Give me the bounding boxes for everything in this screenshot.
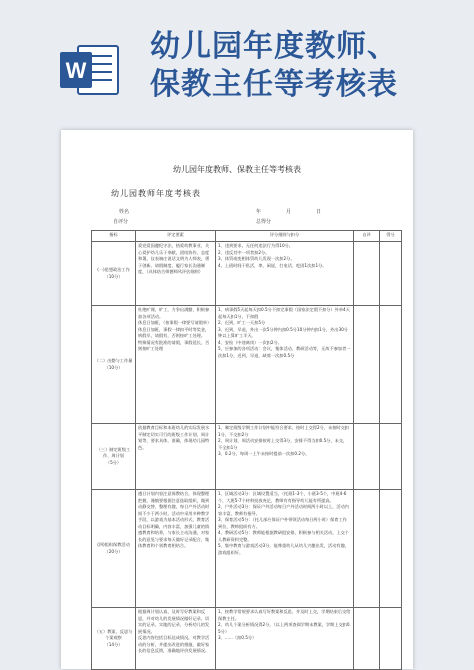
elements-cell-line: 爱党爱国遵纪守法，热爱幼教事业，关心爱护幼儿乐于奉献，团结协作，态度和蔼，仪表端庄说话文明为人师表，勇于创新。请假制度，履行家长沟通制度，（具体结合师德师风评估细则） (138, 243, 210, 274)
document-title: 幼儿园年度教师、保教主任等考核表 (173, 165, 301, 174)
criteria-cell-line: 2、周计划，周活动安排按时上交得3分，安排不得当扣0.5分，未交，不全扣1分 (218, 438, 348, 450)
indicator-cell-line: （五）教案、反思与个案观察 (94, 628, 133, 641)
indicator-cell-line: (四)组织保教活动 (97, 542, 130, 547)
criteria-cell-line: 3、0.2分，每周一上午未按时提前一次扣0.2分。 (218, 451, 310, 456)
criteria-cell-line: 3、......（扣0.5分） (218, 635, 257, 640)
criteria-cell-line: 2、户外活动3分：保证户外活动每日户外活动时间两小时以上，活动内容丰富，教师有指导。 (218, 504, 349, 516)
elements-cell (136, 608, 216, 670)
criteria-cell-line: 2、幼儿个案分析情况得2分，（以上两项查阅学期末教案，学期上交扣0.5分） (218, 622, 351, 634)
criteria-cell-line: 5、集中教育与游戏活动3分，能尊重幼儿从幼儿兴趣出发，活动有趣，游戏组织好。 (218, 543, 349, 555)
header-indicator: 指标 (92, 231, 136, 242)
criteria-cell-line: 1、按教学常规要求认真写好教案和反思，并及时上交，学期结束后交给保教主任。 (218, 609, 351, 621)
self-score-cell[interactable] (354, 608, 380, 670)
table-row (92, 490, 402, 608)
assessment-table (91, 230, 402, 670)
criteria-cell-line: 1、违到要求，无任何违法行为得10分。 (218, 243, 293, 248)
criteria-cell-line: 4、上班时间干私活，串，闲说，打电话、吃固1次扣1分。 (218, 262, 327, 268)
elements-cell-line: 特殊情况有批准的请假，事假延长，否则按旷工处理 (138, 339, 210, 351)
elements-cell-line: 休息日加班，（按事假一律要写请假单）休息日加班，事假一律扣平时等奖金，病假早，请假有，否则按旷工处理。 (138, 320, 212, 338)
banner (0, 0, 474, 125)
month-label: 月 (286, 209, 292, 215)
criteria-cell (216, 490, 354, 608)
score-cell[interactable] (380, 306, 402, 424)
score-cell[interactable] (380, 242, 402, 306)
indicator-cell-line: （5分） (105, 459, 122, 465)
self-score-cell[interactable] (354, 306, 380, 424)
indicator-cell-line: （10分） (104, 273, 123, 279)
criteria-cell (216, 306, 354, 424)
score-cell[interactable] (380, 490, 402, 608)
table-row (92, 608, 402, 670)
elements-cell-line: 反思内容包括目标达成情况，对教学活动的分析，并提出改进的措施，做好家长的信息反馈，准确地评价发展情况。 (138, 635, 210, 653)
elements-cell-line: 遵日计划内容注意保教结合，体现整理把握，谨慎要根据注意选取组织，做到动静交替，整理有趣，每日户外活动时间不少于两小时，活动中采用多种教学手段，以游戏为基本活动形式，教育活动目标明确，内容丰富，加强儿童的情感教育和培养，与家长主动沟通，对家长的意见与要求每天做好记录配合，集体教育和个别教育相结合。 (138, 491, 210, 548)
elements-cell (136, 424, 216, 490)
header-criteria: 评分细则与扣分 (216, 231, 354, 242)
criteria-cell (216, 424, 354, 490)
header-elements: 评定要素 (136, 231, 216, 242)
table-row (92, 242, 402, 306)
criteria-cell-line: 5、应参加的各项活动：会议，集体活动，教研活动等，无故不参加者一次扣1分，迟到，早退，缺席一次扣0.5分 (218, 346, 351, 358)
indicator-cell (92, 424, 136, 490)
criteria-cell-line: 4、安检（中途离岗）一次扣2分。 (218, 339, 282, 345)
indicator-cell-line: (一)思想政治工作 (97, 267, 130, 272)
indicator-cell-line: （二）出勤与工作量（10分） (94, 358, 133, 370)
name-label: 姓名 (119, 209, 130, 215)
banner-title-line-1: 幼儿园年度教师、 (150, 29, 398, 64)
banner-title-line-2: 保教主任等考核表 (150, 67, 398, 102)
day-label: 日 (316, 209, 322, 215)
table-header-row (92, 231, 402, 242)
criteria-cell-line: 1、区域活动3分：区域设置适当，（托班1-3个，小班3-5个，中班4-6个，大班5-7个材料投放充足，教师有有指导幼儿能有所提高。 (218, 491, 347, 503)
self-score-label: 自评分 (113, 219, 129, 225)
criteria-cell (216, 242, 354, 306)
indicator-cell (92, 490, 136, 608)
table-row (92, 306, 402, 424)
word-document-icon (58, 42, 122, 98)
indicator-cell-line: （20分） (104, 548, 123, 554)
criteria-cell (216, 608, 354, 670)
criteria-cell-line: 2、违反其中一项者扣2分。 (218, 249, 270, 255)
criteria-cell-line: 3、保育活动5分：（托儿部应保证户外带领活动每日两小时）保育工作到位，教师组织有方。 (218, 517, 347, 529)
criteria-cell-line: 4、教研活动5分：教师能根据教研组安排，积极参与相关活动，上交个人教研资料完整。 (218, 530, 349, 542)
criteria-cell-line: 1、病事假5天起每天扣0.5分不扣完事假（国家法定假不扣分）外单4天起每天扣1分，不扣假 (218, 307, 350, 319)
indicator-cell (92, 306, 136, 424)
document-page (61, 130, 413, 669)
header-self-score: 自评 (354, 231, 380, 242)
elements-cell (136, 242, 216, 306)
document-subtitle: 幼儿园教师年度考核表 (111, 189, 201, 198)
score-cell[interactable] (380, 608, 402, 670)
indicator-cell (92, 242, 136, 306)
elements-cell-line: 杜绝旷课，旷工，力争出满勤，积极参加各项活动。 (138, 307, 210, 319)
elements-cell (136, 306, 216, 424)
indicator-cell-line: （14分） (104, 641, 123, 647)
word-icon-letter: W (65, 58, 87, 83)
elements-cell (136, 490, 216, 608)
total-score-label: 总得分 (256, 219, 272, 225)
table-row (92, 424, 402, 490)
year-label: 年 (256, 209, 262, 215)
self-score-cell[interactable] (354, 490, 380, 608)
criteria-cell-line: 2、迟到，旷工一天扣5分 (218, 320, 266, 325)
self-score-cell[interactable] (354, 242, 380, 306)
self-score-cell[interactable] (354, 424, 380, 490)
criteria-cell-line: 1、制定班级学期工作计划中能符合要求，按时上交得2分，未按时交扣1分，不交扣2分 (218, 425, 349, 437)
criteria-cell-line: 3、体罚或变相体罚幼儿发现一次扣2分。 (218, 256, 295, 261)
criteria-cell-line: 3、迟到，早退，外出一次5分钟内扣0.5分10分钟内扣1分，外出30分钟以上算旷工半天。 (218, 326, 348, 338)
elements-cell-line: 依据教育目标和本班幼儿的实际发展水平制定切实可行的班级工作计划、周计划等，要求具体，准确，体现幼儿园特色。 (138, 425, 210, 450)
indicator-cell-line: （三）制定班级工作、周计划 (96, 446, 131, 459)
header-score: 得分 (380, 231, 402, 242)
score-cell[interactable] (380, 424, 402, 490)
elements-cell-line: 根据周计划认真，及时写好教案和反思，并对幼儿的发展情况做好记录，切实的记录，实地的记录，分析幼儿的发展情况。 (138, 609, 210, 634)
banner-title (150, 28, 470, 104)
indicator-cell (92, 608, 136, 670)
